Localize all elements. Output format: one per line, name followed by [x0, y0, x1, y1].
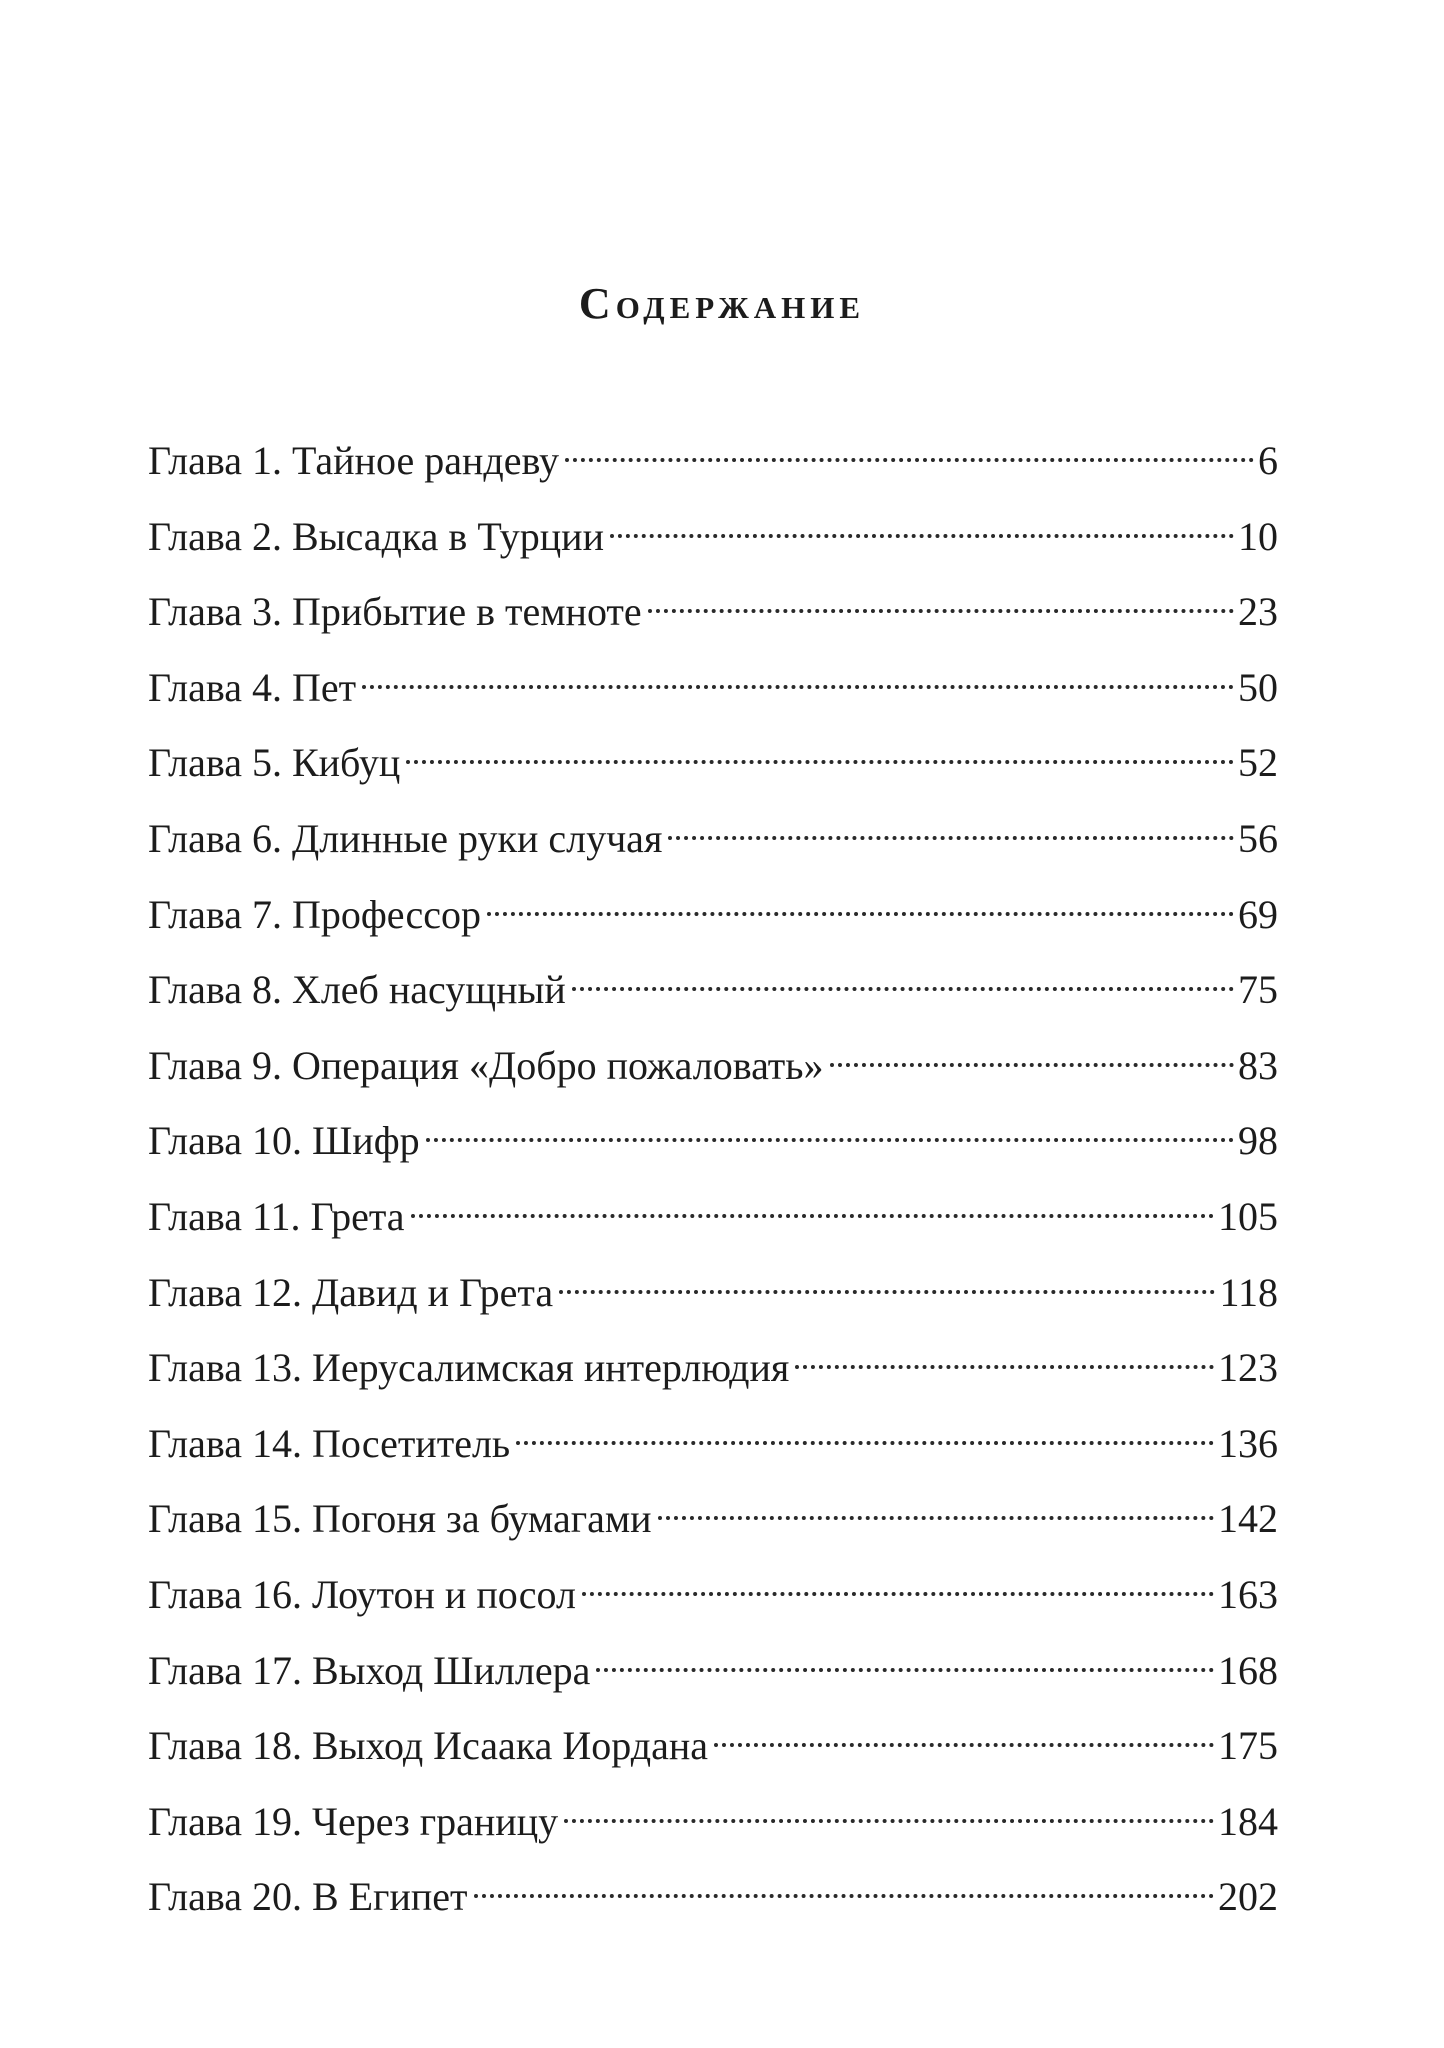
dot-leader	[406, 716, 1234, 776]
chapter-title: Глава 2. Высадка в Турции	[148, 513, 604, 559]
dot-leader	[565, 414, 1254, 474]
toc-entry[interactable]	[148, 792, 1278, 868]
chapter-title: Глава 8. Хлеб насущный	[148, 967, 566, 1013]
dot-leader	[596, 1624, 1214, 1684]
toc-entry[interactable]	[148, 1850, 1278, 1926]
dot-leader	[362, 641, 1234, 701]
dot-leader	[516, 1397, 1214, 1457]
dot-leader	[559, 1246, 1215, 1306]
page-number: 6	[1258, 438, 1278, 483]
dot-leader	[668, 792, 1234, 852]
chapter-title: Глава 4. Пет	[148, 664, 357, 710]
toc-entry[interactable]	[148, 1699, 1278, 1775]
toc-entry[interactable]	[148, 490, 1278, 566]
chapter-title: Глава 12. Давид и Грета	[148, 1269, 554, 1315]
dot-leader	[830, 1019, 1234, 1079]
toc-entry[interactable]	[148, 1094, 1278, 1170]
dot-leader	[426, 1094, 1234, 1154]
page-number: 175	[1218, 1723, 1278, 1769]
page-number: 10	[1238, 513, 1278, 559]
toc-entry[interactable]	[148, 1775, 1278, 1851]
page-number: 123	[1218, 1345, 1278, 1391]
chapter-title: Глава 5. Кибуц	[148, 740, 401, 786]
page-number: 105	[1218, 1193, 1278, 1239]
toc-entry[interactable]	[148, 414, 1278, 490]
toc-entry[interactable]	[148, 716, 1278, 792]
chapter-title: Глава 10. Шифр	[148, 1118, 420, 1164]
page-number: 168	[1218, 1647, 1278, 1693]
chapter-title: Глава 9. Операция «Добро пожаловать»	[148, 1042, 824, 1088]
dot-leader	[474, 1850, 1214, 1910]
page-number: 202	[1218, 1874, 1278, 1920]
chapter-title: Глава 13. Иерусалимская интерлюдия	[148, 1345, 790, 1391]
toc-entry[interactable]	[148, 565, 1278, 641]
chapter-title: Глава 7. Профессор	[148, 891, 482, 937]
page-number: 50	[1238, 664, 1278, 710]
chapter-title: Глава 6. Длинные руки случая	[148, 815, 663, 861]
dot-leader	[658, 1472, 1214, 1532]
toc-entry[interactable]	[148, 1019, 1278, 1095]
chapter-title: Глава 14. Посетитель	[148, 1420, 511, 1466]
chapter-title: Глава 1. Тайное рандеву	[148, 438, 559, 483]
chapter-title: Глава 3. Прибытие в темноте	[148, 589, 642, 635]
toc-entry[interactable]	[148, 1321, 1278, 1397]
chapter-title: Глава 19. Через границу	[148, 1798, 559, 1844]
toc-entry[interactable]	[148, 1246, 1278, 1322]
page-number: 98	[1238, 1118, 1278, 1164]
toc-entry[interactable]	[148, 1472, 1278, 1548]
dot-leader	[795, 1321, 1214, 1381]
page-number: 52	[1238, 740, 1278, 786]
toc-entry[interactable]	[148, 641, 1278, 717]
toc-entry[interactable]	[148, 1397, 1278, 1473]
page-number: 83	[1238, 1042, 1278, 1088]
dot-leader	[564, 1775, 1214, 1835]
chapter-title: Глава 11. Грета	[148, 1193, 405, 1239]
page-number: 136	[1218, 1420, 1278, 1466]
toc-entry[interactable]	[148, 943, 1278, 1019]
page-title: Содержание	[578, 279, 866, 329]
page-number: 184	[1218, 1798, 1278, 1844]
toc-entry[interactable]	[148, 1624, 1278, 1700]
chapter-title: Глава 18. Выход Исаака Иордана	[148, 1723, 709, 1769]
chapter-title: Глава 16. Лоутон и посол	[148, 1571, 576, 1617]
page-number: 75	[1238, 967, 1278, 1013]
chapter-title: Глава 17. Выход Шиллера	[148, 1647, 591, 1693]
chapter-title: Глава 20. В Египет	[148, 1874, 468, 1920]
page-number: 69	[1238, 891, 1278, 937]
toc-entry[interactable]	[148, 1548, 1278, 1624]
toc-entry[interactable]	[148, 868, 1278, 944]
dot-leader	[714, 1699, 1214, 1759]
dot-leader	[582, 1548, 1214, 1608]
page-number: 56	[1238, 815, 1278, 861]
dot-leader	[487, 868, 1234, 928]
toc-entry[interactable]	[148, 1170, 1278, 1246]
page-number: 163	[1218, 1571, 1278, 1617]
page-number: 142	[1218, 1496, 1278, 1542]
chapter-title: Глава 15. Погоня за бумагами	[148, 1496, 652, 1542]
dot-leader	[610, 490, 1234, 550]
table-of-contents	[148, 414, 1278, 1926]
page-number: 118	[1219, 1269, 1278, 1315]
dot-leader	[572, 943, 1234, 1003]
dot-leader	[411, 1170, 1214, 1230]
page-number: 23	[1238, 589, 1278, 635]
dot-leader	[648, 565, 1234, 625]
